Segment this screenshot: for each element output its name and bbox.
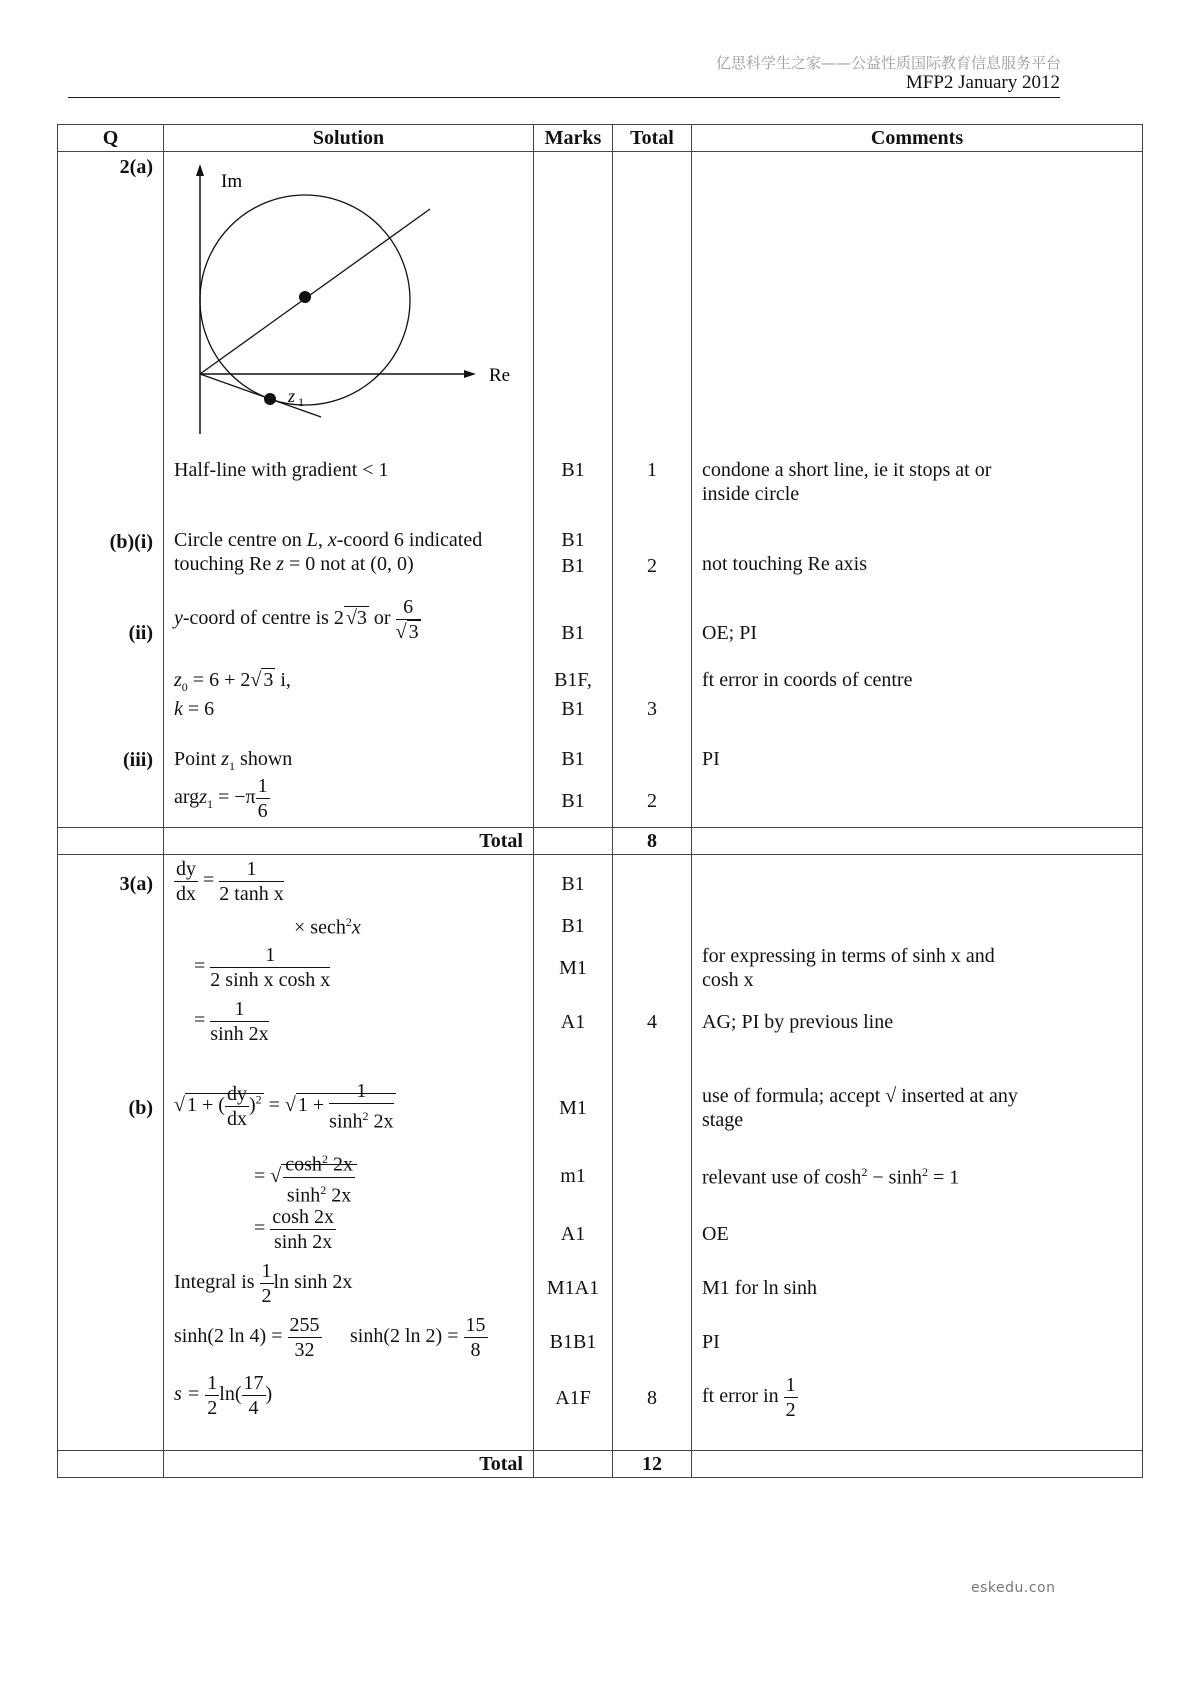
q3-total-row: [58, 1451, 1143, 1478]
solution-line: sinh(2 ln 4) = $\frac{255}{32}$: [174, 1314, 320, 1361]
solution-line: = $\frac{1}{\sinh 2x}$: [194, 998, 269, 1045]
q-label: (b)(i): [109, 531, 153, 553]
mark: B1F,: [554, 669, 592, 691]
comment: OE; PI: [702, 622, 757, 644]
col-solution: Solution: [164, 125, 534, 152]
mark: M1A1: [546, 1277, 600, 1299]
solution-line: touching Re z = 0 not at (0, 0): [174, 553, 414, 575]
solution-line: Circle centre on L, x-coord 6 indicated: [174, 529, 483, 551]
comment: M1 for ln sinh: [702, 1277, 817, 1299]
mark: B1: [561, 915, 585, 937]
mark-scheme-table: [57, 124, 1143, 1478]
mark: B1B1: [549, 1331, 597, 1353]
q-label: (b): [128, 1097, 153, 1119]
q2-row: [58, 152, 1143, 828]
im-axis-label: Im: [221, 171, 243, 192]
total: 1: [647, 459, 657, 481]
comment: relevant use of $\cosh^2 - \sinh^2 = 1$: [702, 1165, 960, 1189]
q-label: 3(a): [119, 873, 153, 895]
comment: use of formula; accept √ inserted at any: [702, 1085, 1018, 1107]
solution-line: × sech$^2$x: [294, 915, 361, 939]
q-label: (ii): [128, 622, 153, 644]
mark: B1: [561, 622, 585, 644]
solution-line: = √ $\frac{\cosh^2 2x}{\sinh^2 2x}$: [254, 1147, 357, 1207]
total-label: Total: [164, 1451, 534, 1478]
footer-watermark: eskedu.con: [971, 1580, 1056, 1596]
solution-line: $\frac{dy}{dx}$ = $\frac{1}{\text{2 tanh x}}$: [176, 858, 284, 905]
mark: B1: [561, 790, 585, 812]
comment: AG; PI by previous line: [702, 1011, 894, 1033]
solution-line: Integral is $\frac{1}{2}$ ln sinh 2x: [174, 1260, 353, 1307]
mark: B1: [561, 698, 585, 720]
q-label: (iii): [123, 749, 153, 771]
total: 2: [647, 790, 657, 812]
comment: PI: [702, 748, 720, 770]
re-axis-label: Re: [489, 365, 511, 386]
solution-line: Half-line with gradient < 1: [174, 459, 389, 481]
comment: cosh x: [702, 969, 754, 991]
z1-label: z: [288, 386, 296, 406]
solution-line: = $\frac{1}{\text{2 sinh x cosh x}}$: [194, 944, 331, 991]
solution-line: k = 6: [174, 698, 215, 720]
solution-line: s = $\frac{1}{2}$ ln( $\frac{17}{4}$ ): [174, 1372, 273, 1419]
mark: A1: [560, 1011, 586, 1033]
q-label: 2(a): [119, 156, 153, 178]
col-marks: Marks: [534, 125, 613, 152]
mark: B1: [561, 459, 585, 481]
solution-line: $z_0 = 6 + 2√$ 3 i,: [174, 669, 291, 694]
mark: A1: [560, 1223, 586, 1245]
site-banner: 亿思科学生之家——公益性质国际教育信息服务平台: [715, 54, 1061, 72]
mark: B1: [561, 529, 585, 551]
mark: B1: [561, 873, 585, 895]
mark: A1F: [555, 1387, 591, 1409]
mark: M1: [559, 1097, 587, 1119]
total: 3: [647, 698, 657, 720]
comment: inside circle: [702, 483, 800, 505]
comment: not touching Re axis: [702, 553, 867, 575]
comment: stage: [702, 1109, 744, 1131]
solution-line: y-coord of centre is 2 √3 or $\frac{6}{√ 3}$: [174, 596, 419, 643]
comment: condone a short line, ie it stops at or: [702, 459, 992, 481]
col-q: Q: [58, 125, 164, 152]
comment: ft error in $\frac{1}{2}$: [702, 1374, 796, 1421]
q2-total-row: [58, 828, 1143, 855]
mark: M1: [559, 957, 587, 979]
col-comments: Comments: [692, 125, 1143, 152]
argand-diagram: [164, 152, 524, 442]
col-total: Total: [613, 125, 692, 152]
header-row: [58, 125, 1143, 152]
total-value: 12: [613, 1451, 692, 1478]
paper-title: MFP2 January 2012: [905, 72, 1060, 93]
comment: OE: [702, 1223, 729, 1245]
solution-line: sinh(2 ln 2) = $\frac{15}{8}$: [350, 1314, 486, 1361]
header-rule: [68, 97, 1060, 98]
comment: ft error in coords of centre: [702, 669, 913, 691]
comment: PI: [702, 1331, 720, 1353]
z1-subscript: 1: [298, 395, 304, 409]
solution-line: = $\frac{\cosh 2x}{\sinh 2x}$: [254, 1206, 334, 1253]
comment: for expressing in terms of sinh x and: [702, 945, 995, 967]
solution-line: √ 1 + ( $\frac{dy}{dx}$ )$^2$ = √ 1 + $\frac{1}{\sinh^2 2x}$: [174, 1080, 394, 1133]
total-label: Total: [164, 828, 534, 855]
total: 2: [647, 555, 657, 577]
total: 8: [647, 1387, 657, 1409]
solution-line: Point $z_1$ shown: [174, 748, 293, 773]
mark: B1: [561, 555, 585, 577]
solution-line: argz$_1$ = −π $\frac{1}{6}$: [174, 775, 268, 822]
total-value: 8: [613, 828, 692, 855]
q3-row: [58, 855, 1143, 1451]
mark: B1: [561, 748, 585, 770]
total: 4: [647, 1011, 657, 1033]
mark: m1: [560, 1165, 586, 1187]
